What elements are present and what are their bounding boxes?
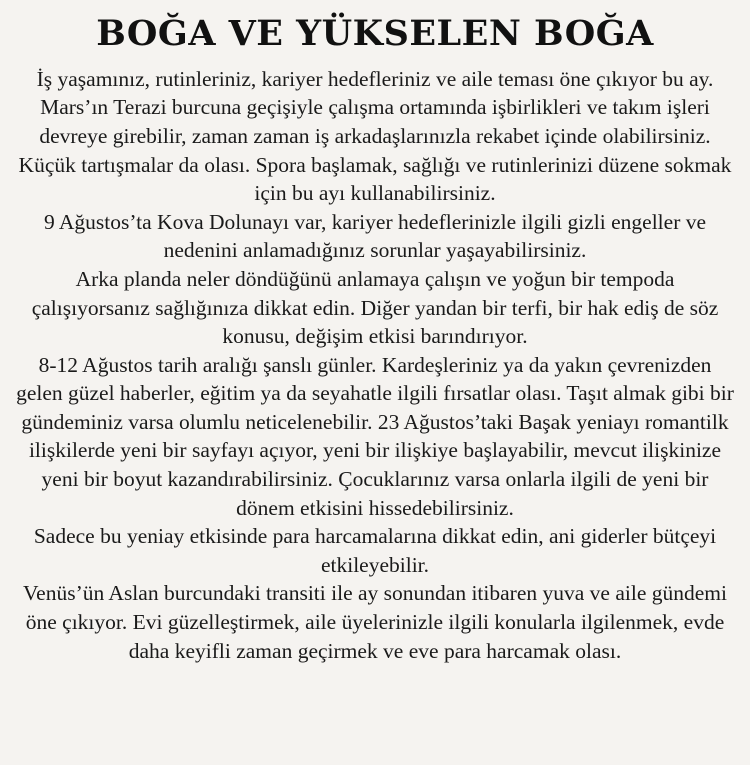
paragraph: Arka planda neler döndüğünü anlamaya çalışın ve yoğun bir tempoda çalışıyorsanız sağlığınıza dikkat edin. Diğer yandan bir terfi, bir hak ediş de söz konusu, değişim etkisi barındırıyor. <box>31 266 719 349</box>
paragraph: 9 Ağustos’ta Kova Dolunayı var, kariyer hedeflerinizle ilgili gizli engeller ve nedenini anlamadığınız sorunlar yaşayabilirsiniz. <box>43 209 707 263</box>
paragraph: Sadece bu yeniay etkisinde para harcamalarına dikkat edin, ani giderler bütçeyi etkileyebilir. <box>33 524 717 577</box>
paragraph: İş yaşamınız, rutinleriniz, kariyer hedefleriniz ve aile teması öne çıkıyor bu ay. Mars’ın Terazi burcuna geçişiyle çalışma ortamında işbirlikleri ve takım işleri devreye girebilir, zaman zaman iş arkadaşlarınızla rekabet içinde olabilirsiniz. Küçük tartışmalar da olası. Spora başlamak, sağlığı ve rutinlerinizi düzene sokmak için bu ayı kullanabilirsiniz. <box>18 66 732 206</box>
page-title: BOĞA VE YÜKSELEN BOĞA <box>96 13 654 54</box>
article-body <box>10 65 740 665</box>
paragraph: 8-12 Ağustos tarih aralığı şanslı günler. Kardeşleriniz ya da yakın çevrenizden gelen güzel haberler, eğitim ya da seyahatle ilgili fırsatlar olası. Taşıt almak gibi bir gündeminiz varsa olumlu neticelenebilir. 23 Ağustos’taki Başak yeniayı romantilk ilişkilerde yeni bir sayfayı açıyor, yeni bir ilişkiye başlayabilir, mevcut ilişkinize yeni bir boyut kazandırabilirsiniz. Çocuklarınız varsa onlarla ilgili de yeni bir dönem etkisini hissedebilirsiniz. <box>16 352 734 520</box>
paragraph: Venüs’ün Aslan burcundaki transiti ile ay sonundan itibaren yuva ve aile gündemi öne çıkıyor. Evi güzelleştirmek, aile üyelerinizle ilgili konularla ilgilenmek, evde daha keyifli zaman geçirmek ve eve para harcamak olası. <box>23 581 727 663</box>
